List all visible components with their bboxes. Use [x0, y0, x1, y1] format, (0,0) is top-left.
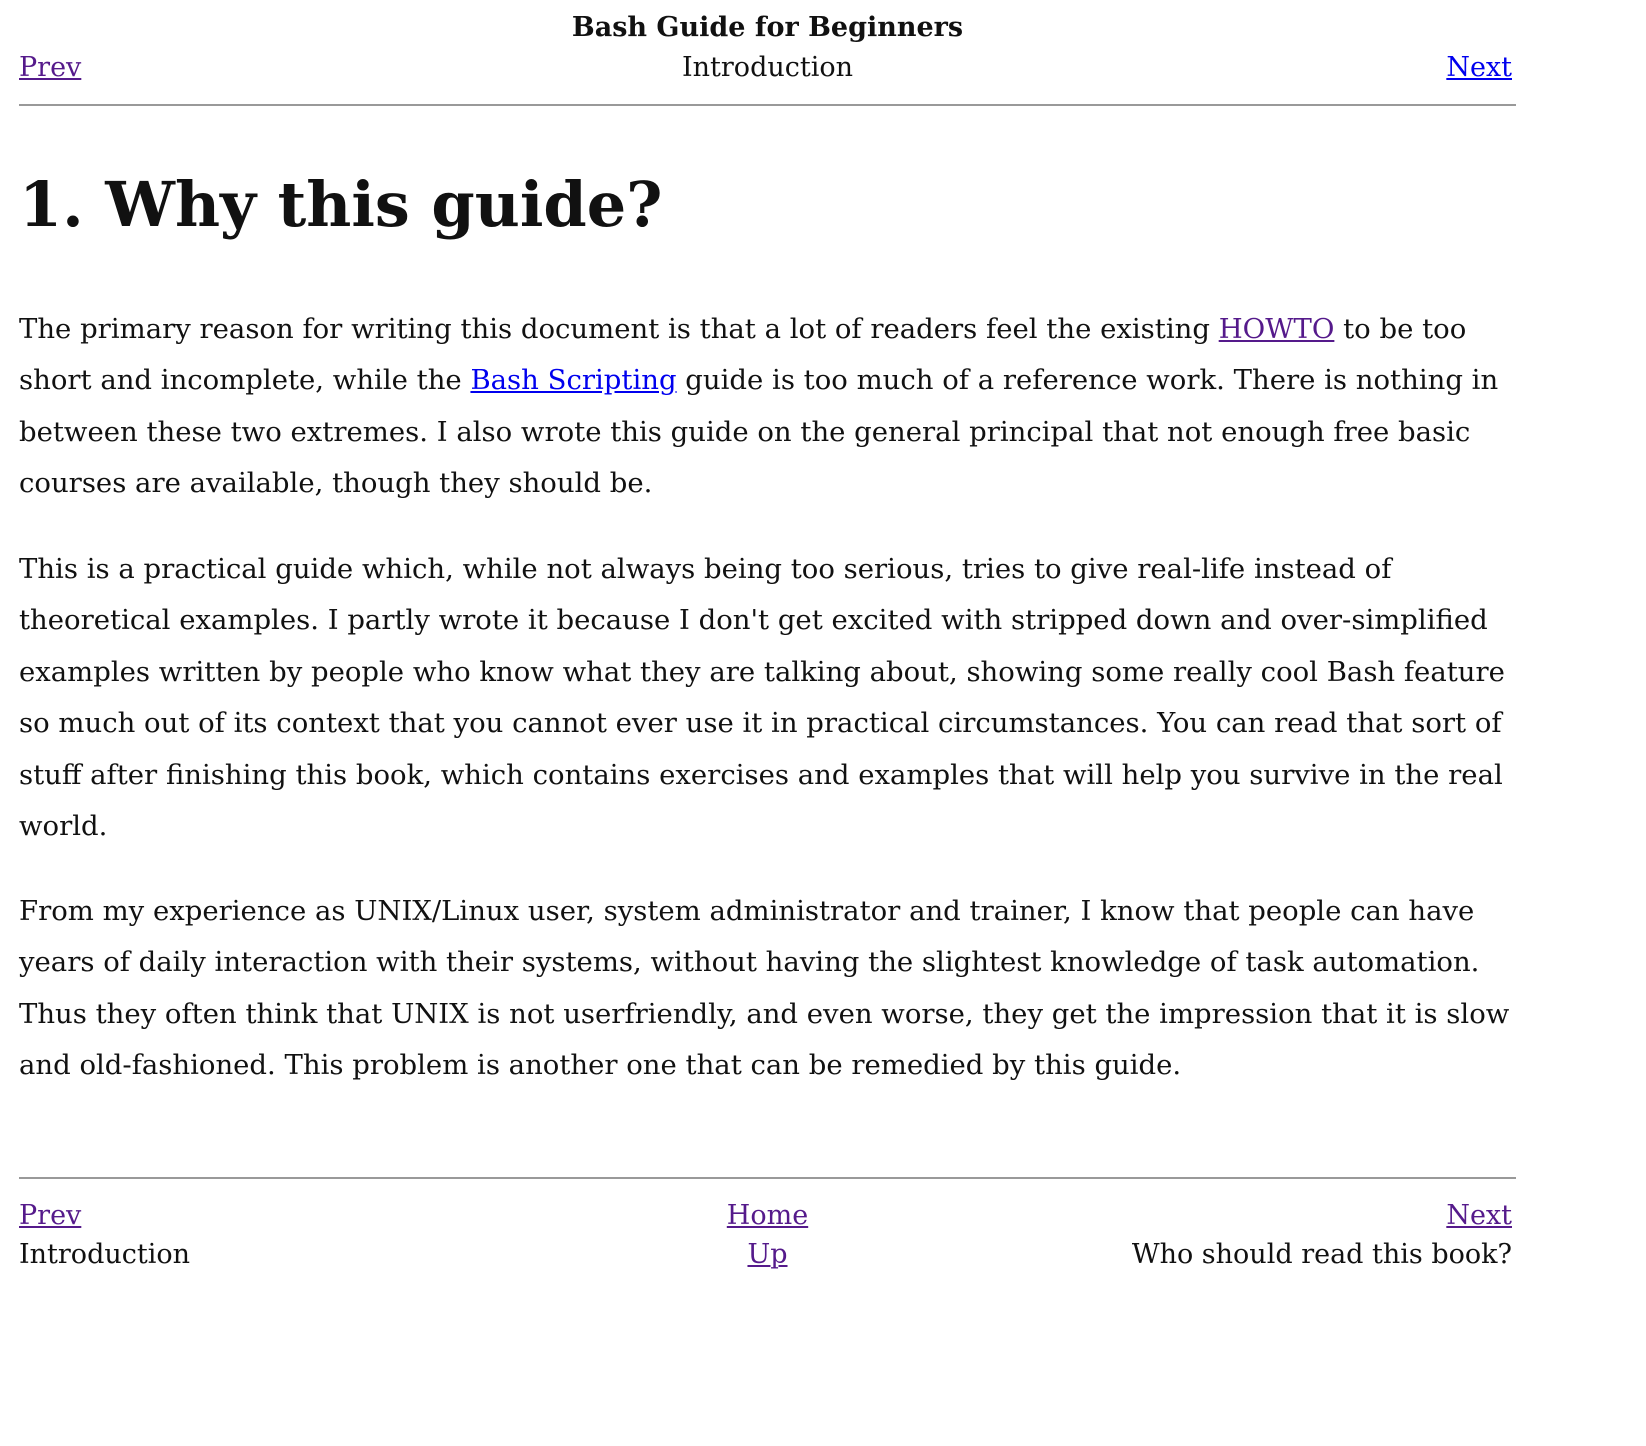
header-divider	[19, 104, 1516, 106]
page-title: 1. Why this guide?	[19, 168, 663, 241]
prev-link[interactable]: Prev	[19, 52, 82, 83]
book-title: Bash Guide for Beginners	[571, 12, 964, 43]
paragraph-2: This is a practical guide which, while not always being too serious, tries to give real-life instead of theoretical examples. I partly wrote it because I don't get excited with stripped down and over-simplified examples written by people who know what they are talking about, showing some really cool Bash feature so much out of its context that you cannot ever use it in practical circumstances. You can read that sort of stuff after finishing this book, which contains exercises and examples that will help you survive in the real world.	[19, 553, 1505, 843]
bash-scripting-link[interactable]: Bash Scripting	[470, 364, 677, 397]
text: to be too short and incomplete, while the	[19, 313, 1467, 397]
home-link[interactable]: Home	[726, 1200, 809, 1231]
up-link[interactable]: Up	[747, 1239, 788, 1270]
footer-divider	[19, 1177, 1516, 1179]
section-title: Introduction	[682, 52, 853, 83]
footer-prev-link[interactable]: Prev	[19, 1200, 82, 1231]
footer-next-link[interactable]: Next	[1446, 1200, 1512, 1231]
text: guide is too much of a reference work. There is nothing in between these two extremes. I also wrote this guide on the general principal that not enough free basic courses are available, though they should be.	[19, 364, 1499, 500]
paragraph-3: From my experience as UNIX/Linux user, system administrator and trainer, I know that people can have years of daily interaction with their systems, without having the slightest knowledge of task automation. Thus they often think that UNIX is not userfriendly, and even worse, they get the impression that it is slow and old-fashioned. This problem is another one that can be remedied by this guide.	[19, 895, 1510, 1082]
next-title: Who should read this book?	[1131, 1239, 1512, 1270]
howto-link[interactable]: HOWTO	[1218, 313, 1335, 345]
next-link[interactable]: Next	[1446, 52, 1512, 83]
prev-title: Introduction	[19, 1239, 190, 1270]
paragraph-1	[19, 304, 1516, 510]
text: The primary reason for writing this document is that a lot of readers feel the existing	[19, 313, 1219, 345]
